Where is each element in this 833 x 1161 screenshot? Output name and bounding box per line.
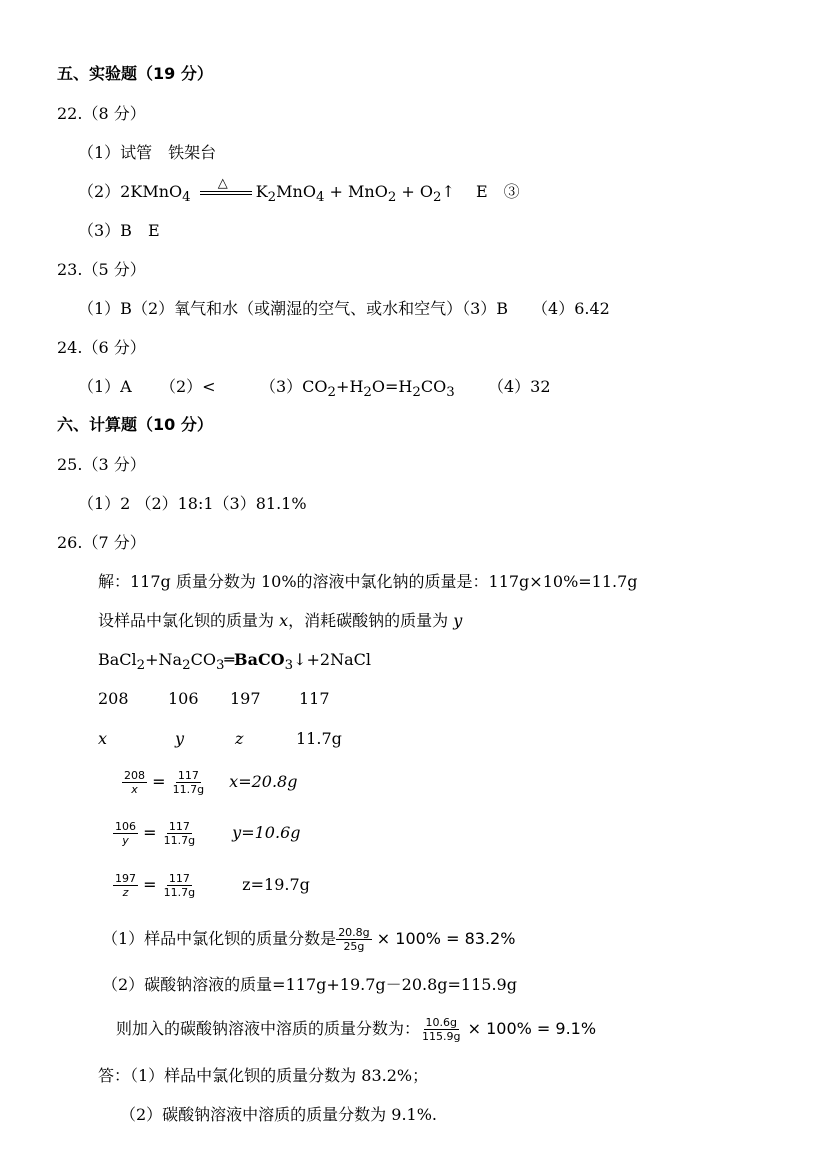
numerator: 117 (168, 872, 190, 885)
q24-answer-4: （4）32 (488, 377, 551, 396)
result-z: z=19.7g (242, 875, 310, 894)
proportion-y: $\frac{106}{y}$ = $\frac{117}{11.7g}$ y=10.6g (115, 820, 301, 847)
q22-eq-text: + O (396, 182, 434, 201)
q26-text: 设样品中氯化钡的质量为 (98, 611, 280, 630)
subscript: 4 (182, 190, 191, 206)
fraction (113, 820, 138, 847)
q26-set-variables (98, 611, 462, 631)
q24-answer-3 (260, 377, 455, 403)
subscript: 4 (315, 190, 325, 206)
q23-answers: （1）B（2）氧气和水（或潮湿的空气、或水和空气）（3）B （4）6.42 (78, 299, 610, 318)
q24-answer-1: （1）A (78, 377, 132, 396)
eq-text: +Na (145, 650, 183, 669)
var-x: x (98, 729, 108, 748)
section-6-heading: 六、计算题（10 分） (57, 415, 213, 434)
eq-text: ═BaCO (224, 650, 285, 669)
variable-y: y (453, 611, 463, 630)
q22-eq-text: ↑ E ③ (441, 182, 520, 201)
fraction (336, 926, 371, 953)
numerator: 20.8g (338, 926, 370, 939)
proportion-x: $\frac{208}{x}$ = $\frac{117}{11.7g}$ x=20.8g (124, 769, 298, 796)
fraction (162, 872, 197, 899)
subscript: 2 (363, 385, 372, 401)
section-5-heading: 五、实验题（19 分） (57, 64, 213, 83)
fraction (122, 769, 147, 796)
var-y: y (175, 729, 185, 748)
heat-reaction-arrow (200, 175, 252, 201)
q22-eq-text: K (255, 182, 268, 201)
denominator: 11.7g (163, 834, 196, 847)
q23-heading: 23.（5 分） (57, 260, 146, 279)
result-y: y=10.6g (232, 823, 301, 842)
eq-text: CO (190, 650, 216, 669)
result-x: x=20.8g (229, 772, 298, 791)
denominator: x (131, 783, 138, 796)
subscript: 3 (446, 385, 455, 401)
subscript: 3 (284, 658, 294, 674)
molar-mass-na2co3: 106 (168, 689, 199, 708)
q26-heading: 26.（7 分） (57, 533, 146, 552)
var-z: z (235, 729, 244, 748)
q26-answer-1: 答：（1）样品中氯化钡的质量分数为 83.2%； (98, 1066, 429, 1085)
q25-answers: （1）2 （2）18:1（3）81.1% (78, 494, 307, 513)
denominator: z (122, 886, 129, 899)
q26-text: （1）样品中氯化钡的质量分数是 (102, 929, 337, 948)
heat-triangle-icon: △ (217, 175, 228, 191)
q22-heading: 22.（8 分） (57, 104, 146, 123)
q26-part1 (102, 922, 515, 956)
q24-eq-text: O=H (371, 377, 413, 396)
q22-eq-text: + MnO (324, 182, 388, 201)
q26-text: ，消耗碳酸钠的质量为 (288, 611, 454, 630)
numerator: 208 (124, 769, 145, 782)
variable-x: x (279, 611, 289, 630)
q24-eq-text: （3）CO (260, 377, 328, 396)
q22-answer-1: （1）试管 铁架台 (78, 143, 217, 162)
denominator: y (122, 834, 129, 847)
numerator: 197 (115, 872, 136, 885)
q22-eq-text: MnO (276, 182, 316, 201)
result-percent: × 100% = 9.1% (467, 1019, 597, 1038)
molar-mass-bacl2: 208 (98, 689, 129, 708)
q24-eq-text: +H (336, 377, 364, 396)
denominator: 25g (343, 940, 365, 953)
subscript: 2 (433, 190, 442, 206)
result-percent: × 100% = 83.2% (376, 929, 516, 948)
subscript: 3 (215, 658, 225, 674)
q26-answer-2: （2）碳酸钠溶液中溶质的质量分数为 9.1%. (120, 1105, 438, 1124)
subscript: 2 (327, 385, 337, 401)
denominator: 11.7g (172, 783, 205, 796)
fraction (420, 1016, 462, 1043)
q26-chemical-equation (98, 650, 371, 676)
numerator: 117 (168, 820, 190, 833)
q26-part2: （2）碳酸钠溶液的质量=117g+19.7g－20.8g=115.9g (102, 975, 517, 994)
q22-answer-2 (78, 175, 520, 208)
denominator: 11.7g (163, 886, 196, 899)
numerator: 117 (177, 769, 199, 782)
subscript: 2 (182, 658, 191, 674)
subscript: 2 (267, 190, 277, 206)
numerator: 10.6g (425, 1016, 457, 1029)
q24-eq-text: CO (420, 377, 447, 396)
molar-mass-nacl: 117 (299, 689, 330, 708)
q24-answer-2: （2）< (160, 377, 216, 396)
q22-answer-3: （3）B E (78, 221, 160, 240)
fraction (113, 872, 138, 899)
q25-heading: 25.（3 分） (57, 455, 146, 474)
subscript: 2 (387, 190, 397, 206)
molar-mass-baco3: 197 (230, 689, 261, 708)
q26-part2-percent (116, 1012, 596, 1046)
denominator: 115.9g (422, 1030, 461, 1043)
eq-text: BaCl (98, 650, 137, 669)
eq-text: ↓+2NaCl (293, 650, 371, 669)
q22-eq-text: （2）2KMnO (78, 182, 183, 201)
subscript: 2 (412, 385, 421, 401)
proportion-z: $\frac{197}{z}$ = $\frac{117}{11.7g}$ z=19.7g (115, 872, 310, 899)
q26-text: 则加入的碳酸钠溶液中溶质的质量分数为： (116, 1019, 421, 1038)
q24-heading: 24.（6 分） (57, 338, 146, 357)
fraction (171, 769, 206, 796)
value-11-7g: 11.7g (296, 729, 342, 748)
fraction (162, 820, 197, 847)
q26-solution-line: 解：117g 质量分数为 10%的溶液中氯化钠的质量是：117g×10%=11.7g (98, 572, 638, 591)
numerator: 106 (115, 820, 136, 833)
subscript: 2 (136, 658, 146, 674)
